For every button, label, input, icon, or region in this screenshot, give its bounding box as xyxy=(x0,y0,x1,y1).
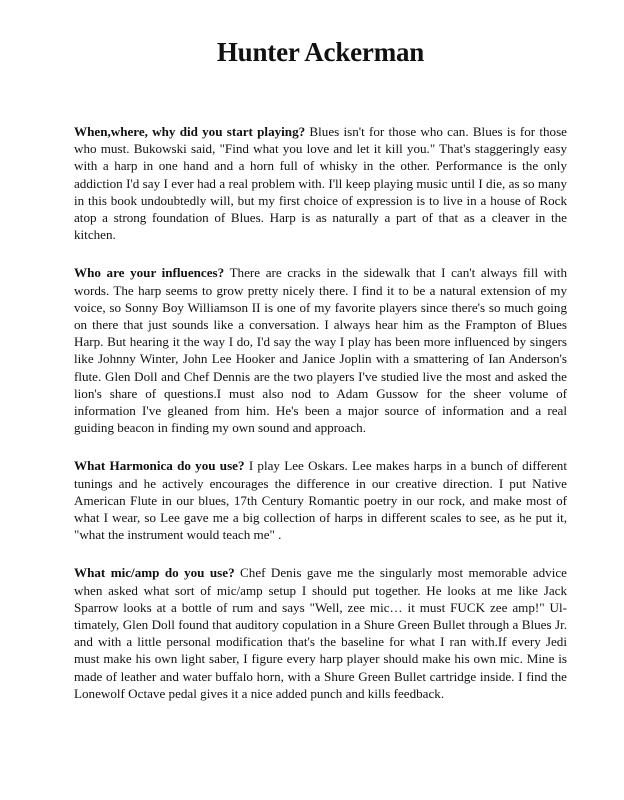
page-title: Hunter Ackerman xyxy=(216,37,425,67)
section-mic-amp xyxy=(74,564,567,702)
section-start-playing xyxy=(74,123,567,243)
answer-mic-amp: Chef Denis gave me the singularly most memorable advice when asked what sort of mic/amp setup I should put together. He looks at me like Jack Sparrow looks at a bottle of rum and says "Well, zee mic… it must FUCK zee amp!" Ultimately, Glen Doll found that auditory copulation in a Shure Green Bullet through a Blues Jr. and with a little personal modification that's the baseline for what I ran with.If every Jedi must make his own light saber, I figure every harp player should make his own mic. Mine is made of leather and water buffalo horn, with a Shure Green Bullet cartridge inside. I find the Lonewolf Octave pedal gives it a nice added punch and kills feedback. xyxy=(74,565,567,701)
section-influences xyxy=(74,264,567,436)
section-harmonica xyxy=(74,457,567,543)
question-harmonica: What Harmonica do you use? xyxy=(74,458,245,474)
question-mic-amp: What mic/amp do you use? xyxy=(74,565,235,581)
question-start-playing: When,where, why did you start playing? xyxy=(74,124,306,139)
question-influences: Who are your influences? xyxy=(74,265,225,281)
answer-influences: There are cracks in the sidewalk that I can't always fill with words. The harp seems to grow pretty nicely there. I find it to be a natural extension of my voice, so Sonny Boy Williamson II is one of my favorite players since there's so much going on there that just sounds like a conversation. I always hear him as the Frampton of Blues Harp. But hearing it the way I do, I'd say the way I play has been more influenced by singers like Johnny Winter, John Lee Hooker and Janice Joplin with a smattering of Ian Anderson's flute. Glen Doll and Chef Dennis are the two players I've studied live the most and asked the lion's share of questions.I must also nod to Adam Gussow for the sheer volume of information I've gleaned from him. He's been a major source of information and a real guiding beacon in finding my own sound and approach. xyxy=(74,265,567,436)
answer-start-playing: Blues isn't for those who can. Blues is for those who must. Bukowski said, "Find what you love and let it kill you." That's staggeringly easy with a harp in one hand and a horn full of whisky in the other. Performance is the only addiction I'd say I ever had a real problem with. I'll keep playing music until I die, as so many in this book undoubtedly will, but my first choice of expression is to live in a house of Rock atop a strong foundation of Blues. Harp is as naturally a part of that as a cleaver in the kitchen. xyxy=(74,124,567,243)
interview-sections xyxy=(74,123,567,702)
answer-harmonica: I play Lee Oskars. Lee makes harps in a bunch of different tunings and he actively encourages the difference in our creative direction. I put Native American Flute in our blues, 17th Century Romantic poetry in our rock, and make most of what I wear, so Lee gave me a big collection of harps in different scales to see, as he put it, "what the instrument would teach me" . xyxy=(74,458,567,543)
